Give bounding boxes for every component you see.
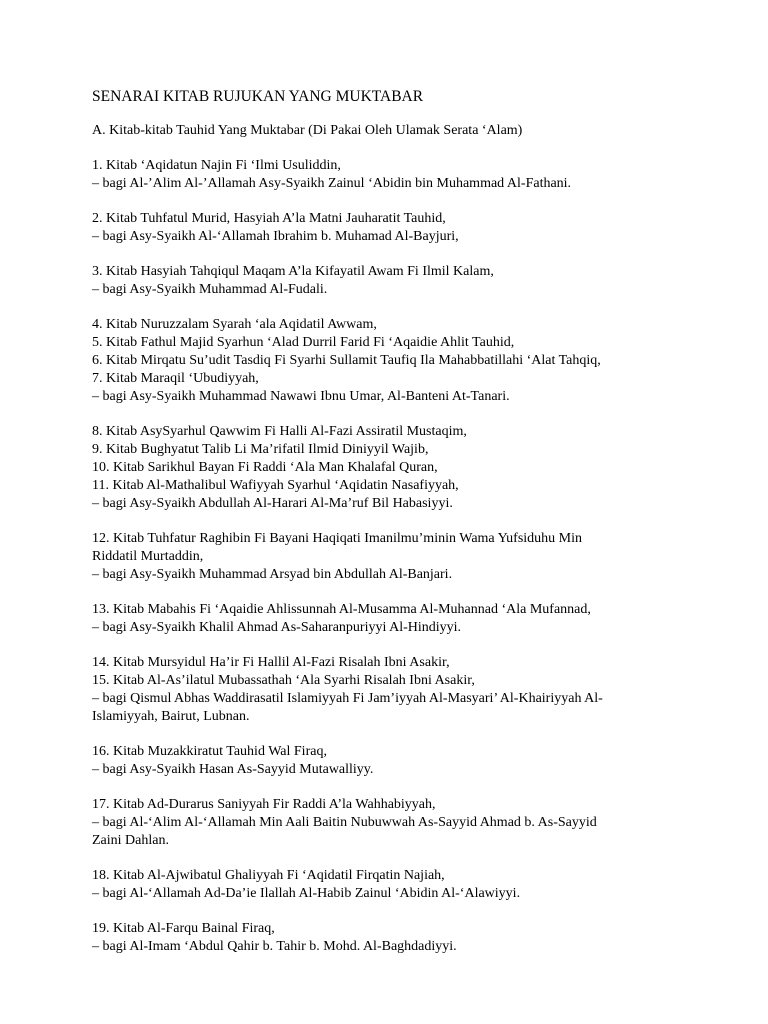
author-line: – bagi Asy-Syaikh Muhammad Arsyad bin Abdullah Al-Banjari. (92, 567, 453, 582)
book-title-line: 1. Kitab ‘Aqidatun Najin Fi ‘Ilmi Usuliddin, (92, 158, 341, 173)
reference-entry (92, 601, 670, 637)
reference-entry (92, 654, 670, 726)
book-title-line: 10. Kitab Sarikhul Bayan Fi Raddi ‘Ala Man Khalafal Quran, (92, 460, 438, 475)
reference-entry (92, 743, 670, 779)
author-line: – bagi Al-‘Allamah Ad-Da’ie Ilallah Al-Habib Zainul ‘Abidin Al-‘Alawiyyi. (92, 886, 521, 901)
book-title-line: 3. Kitab Hasyiah Tahqiqul Maqam A’la Kifayatil Awam Fi Ilmil Kalam, (92, 264, 494, 279)
author-line: – bagi Asy-Syaikh Muhammad Al-Fudali. (92, 282, 328, 297)
author-line: – bagi Al-’Alim Al-’Allamah Asy-Syaikh Zainul ‘Abidin bin Muhammad Al-Fathani. (92, 176, 572, 191)
reference-entry (92, 530, 670, 584)
book-title-line: 4. Kitab Nuruzzalam Syarah ‘ala Aqidatil Awwam, (92, 317, 377, 332)
book-title-line: 13. Kitab Mabahis Fi ‘Aqaidie Ahlissunnah Al-Musamma Al-Muhannad ‘Ala Mufannad, (92, 602, 591, 617)
reference-entry (92, 920, 670, 956)
book-title-line: 15. Kitab Al-As’ilatul Mubassathah ‘Ala Syarhi Risalah Ibni Asakir, (92, 673, 475, 688)
author-line: – bagi Asy-Syaikh Al-‘Allamah Ibrahim b. Muhamad Al-Bayjuri, (92, 229, 459, 244)
reference-entry (92, 210, 670, 246)
book-title-line: 12. Kitab Tuhfatur Raghibin Fi Bayani Haqiqati Imanilmu’minin Wama Yufsiduhu Min (92, 531, 583, 546)
book-title-line: 17. Kitab Ad-Durarus Saniyyah Fir Raddi A’la Wahhabiyyah, (92, 797, 436, 812)
book-title-line: 16. Kitab Muzakkiratut Tauhid Wal Firaq, (92, 744, 327, 759)
book-title-line: 18. Kitab Al-Ajwibatul Ghaliyyah Fi ‘Aqidatil Firqatin Najiah, (92, 868, 445, 883)
book-title-line: 6. Kitab Mirqatu Su’udit Tasdiq Fi Syarhi Sullamit Taufiq Ila Mahabbatillahi ‘Alat Tahqiq, (92, 353, 601, 368)
reference-entry (92, 316, 670, 406)
book-title-line: 5. Kitab Fathul Majid Syarhun ‘Alad Durril Farid Fi ‘Aqaidie Ahlit Tauhid, (92, 335, 515, 350)
reference-entry (92, 157, 670, 193)
author-line: – bagi Asy-Syaikh Khalil Ahmad As-Saharanpuriyyi Al-Hindiyyi. (92, 620, 462, 635)
document-title: SENARAI KITAB RUJUKAN YANG MUKTABAR (92, 88, 424, 105)
author-line: – bagi Asy-Syaikh Abdullah Al-Harari Al-Ma’ruf Bil Habasiyyi. (92, 496, 453, 511)
book-title-line: Islamiyyah, Bairut, Lubnan. (92, 709, 250, 724)
book-title-line: 9. Kitab Bughyatut Talib Li Ma’rifatil Ilmid Diniyyil Wajib, (92, 442, 429, 457)
section-heading: A. Kitab-kitab Tauhid Yang Muktabar (Di Pakai Oleh Ulamak Serata ‘Alam) (92, 123, 523, 138)
reference-entry (92, 796, 670, 850)
author-line: – bagi Asy-Syaikh Muhammad Nawawi Ibnu Umar, Al-Banteni At-Tanari. (92, 389, 510, 404)
book-title-line: 11. Kitab Al-Mathalibul Wafiyyah Syarhul ‘Aqidatin Nasafiyyah, (92, 478, 459, 493)
book-title-line: 7. Kitab Maraqil ‘Ubudiyyah, (92, 371, 259, 386)
document-page (92, 86, 670, 973)
author-line: – bagi Qismul Abhas Waddirasatil Islamiyyah Fi Jam’iyyah Al-Masyari’ Al-Khairiyyah Al- (92, 691, 603, 706)
reference-list (92, 157, 670, 956)
book-title-line: Zaini Dahlan. (92, 833, 169, 848)
author-line: – bagi Asy-Syaikh Hasan As-Sayyid Mutawalliyy. (92, 762, 374, 777)
author-line: – bagi Al-Imam ‘Abdul Qahir b. Tahir b. Mohd. Al-Baghdadiyyi. (92, 939, 457, 954)
book-title-line: 2. Kitab Tuhfatul Murid, Hasyiah A’la Matni Jauharatit Tauhid, (92, 211, 446, 226)
book-title-line: 19. Kitab Al-Farqu Bainal Firaq, (92, 921, 275, 936)
book-title-line: 8. Kitab AsySyarhul Qawwim Fi Halli Al-Fazi Assiratil Mustaqim, (92, 424, 467, 439)
author-line: – bagi Al-‘Alim Al-‘Allamah Min Aali Baitin Nubuwwah As-Sayyid Ahmad b. As-Sayyid (92, 815, 597, 830)
reference-entry (92, 423, 670, 513)
reference-entry (92, 263, 670, 299)
book-title-line: 14. Kitab Mursyidul Ha’ir Fi Hallil Al-Fazi Risalah Ibni Asakir, (92, 655, 450, 670)
book-title-line: Riddatil Murtaddin, (92, 549, 204, 564)
reference-entry (92, 867, 670, 903)
